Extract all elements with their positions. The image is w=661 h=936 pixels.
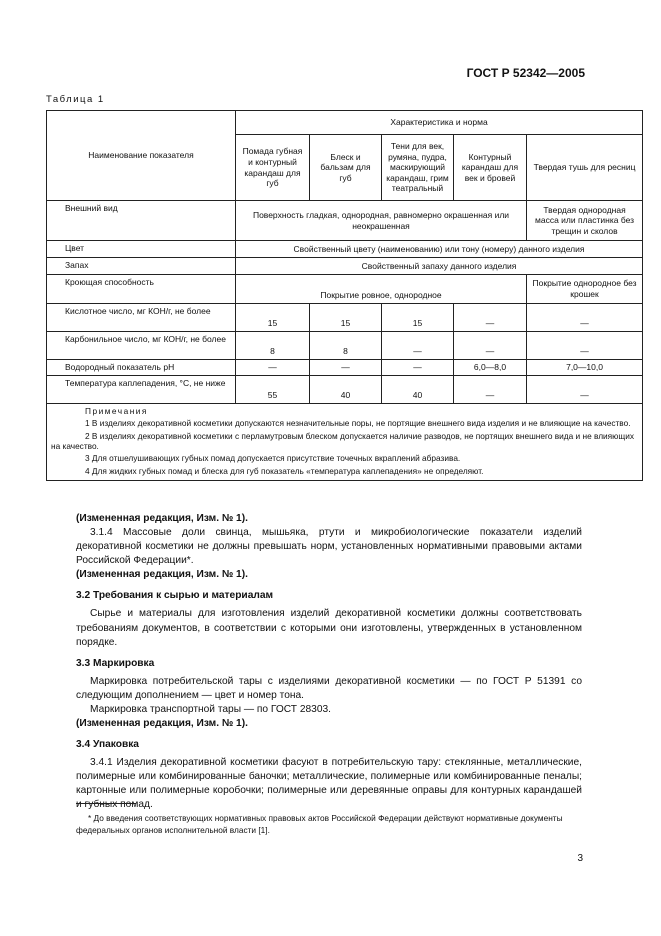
row-name-acid: Кислотное число, мг КОН/г, не более bbox=[47, 304, 236, 332]
cell-value: — bbox=[236, 360, 310, 376]
cell-value: — bbox=[454, 332, 527, 360]
section-title-3-3: 3.3 Маркировка bbox=[76, 657, 155, 669]
cell-hiding-mascara: Покрытие однородное без крошек bbox=[527, 275, 643, 304]
cell-value: — bbox=[382, 360, 454, 376]
footnote-divider bbox=[76, 803, 136, 804]
cell-value: — bbox=[527, 376, 643, 404]
notes-title: Примечания bbox=[85, 406, 148, 416]
cell-value: 15 bbox=[382, 304, 454, 332]
row-name-carbonyl: Карбонильное число, мг КОН/г, не более bbox=[47, 332, 236, 360]
row-name-color: Цвет bbox=[47, 241, 236, 258]
cell-value: 7,0—10,0 bbox=[527, 360, 643, 376]
header-group: Характеристика и норма bbox=[236, 111, 643, 135]
cell-value: — bbox=[454, 304, 527, 332]
paragraph-3-3-a: Маркировка потребительской тары с изделиями декоративной косметики — по ГОСТ Р 51391 со следующим дополнением — цвет и номер тона. bbox=[76, 675, 582, 701]
cell-value: — bbox=[527, 304, 643, 332]
amendment-note: (Измененная редакция, Изм. № 1). bbox=[76, 513, 248, 524]
document-code: ГОСТ Р 52342—2005 bbox=[466, 66, 585, 80]
cell-appearance: Поверхность гладкая, однородная, равномерно окрашенная или неокрашенная bbox=[236, 201, 527, 241]
cell-value: — bbox=[310, 360, 382, 376]
cell-color: Свойственный цвету (наименованию) или тону (номеру) данного изделия bbox=[236, 241, 643, 258]
table-caption: Таблица 1 bbox=[46, 94, 105, 105]
row-name-ph: Водородный показатель рН bbox=[47, 360, 236, 376]
cell-value: 40 bbox=[310, 376, 382, 404]
paragraph-3-4-1: 3.4.1 Изделия декоративной косметики фасуют в потребительскую тару: стеклянные, металлические, полимерные или комбинированные баночки; металлические, полимерные или комбинированные пеналы; картонные или полимерные коробочки; полимерные или деревянные оправы для контурных карандашей и губных помад. bbox=[76, 757, 582, 811]
header-col-shadows: Тени для век, румяна, пудра, маскирующий карандаш, грим театральный bbox=[382, 135, 454, 201]
cell-value: — bbox=[454, 376, 527, 404]
cell-value: 8 bbox=[236, 332, 310, 360]
cell-value: 15 bbox=[310, 304, 382, 332]
cell-hiding: Покрытие ровное, однородное bbox=[236, 275, 527, 304]
header-param-name: Наименование показателя bbox=[47, 111, 236, 201]
paragraph-3-1-4: 3.1.4 Массовые доли свинца, мышьяка, ртути и микробиологические показатели изделий декоративной косметики не должны превышать норм, установленных нормативными правовыми актами Российской Федерации*. bbox=[76, 527, 582, 567]
note-item: 1 В изделиях декоративной косметики допускаются незначительные поры, не портящие внешнего вида изделия и не влияющие на качество. bbox=[85, 418, 631, 429]
cell-value: 8 bbox=[310, 332, 382, 360]
cell-value: 40 bbox=[382, 376, 454, 404]
paragraph-3-2: Сырье и материалы для изготовления изделий декоративной косметики должны соответствовать требованиям документов, в соответствии с которыми они изготовлены, утвержденных в установленном порядке. bbox=[76, 608, 582, 648]
header-col-eye-pencil: Контурный карандаш для век и бровей bbox=[454, 135, 527, 201]
note-item: 4 Для жидких губных помад и блеска для губ показатель «температура каплепадения» не определяют. bbox=[85, 465, 484, 476]
body-text bbox=[76, 512, 582, 812]
cell-smell: Свойственный запаху данного изделия bbox=[236, 258, 643, 275]
row-name-appearance: Внешний вид bbox=[47, 201, 236, 241]
table-notes bbox=[47, 404, 643, 481]
amendment-note: (Измененная редакция, Изм. № 1). bbox=[76, 718, 248, 730]
cell-value: 55 bbox=[236, 376, 310, 404]
cell-value: — bbox=[527, 332, 643, 360]
row-name-drop-point: Температура каплепадения, °С, не ниже bbox=[47, 376, 236, 404]
note-item: 3 Для отшелушивающих губных помад допускается присутствие точечных вкраплений абразива. bbox=[85, 453, 461, 464]
cell-value: 6,0—8,0 bbox=[454, 360, 527, 376]
section-title-3-2: 3.2 Требования к сырью и материалам bbox=[76, 590, 274, 602]
row-name-smell: Запах bbox=[47, 258, 236, 275]
header-col-mascara: Твердая тушь для ресниц bbox=[527, 135, 643, 201]
footnote: * До введения соответствующих нормативных правовых актов Российской Федерации действуют нормативные документы федеральных органов исполнительной власти [1]. bbox=[76, 813, 563, 835]
cell-appearance-mascara: Твердая однородная масса или пластинка без трещин и сколов bbox=[527, 201, 643, 241]
note-item: 2 В изделиях декоративной косметики с перламутровым блеском допускается наличие разводов, не портящих внешнего вида и не влияющих на качество. bbox=[51, 430, 635, 452]
spec-table bbox=[46, 110, 643, 481]
row-name-hiding: Кроющая способность bbox=[47, 275, 236, 304]
amendment-note: (Измененная редакция, Изм. № 1). bbox=[76, 569, 248, 581]
section-title-3-4: 3.4 Упаковка bbox=[76, 739, 139, 751]
page-number: 3 bbox=[577, 853, 583, 864]
cell-value: 15 bbox=[236, 304, 310, 332]
paragraph-3-3-b: Маркировка транспортной тары — по ГОСТ 28303. bbox=[90, 703, 331, 715]
header-col-lipstick: Помада губная и контурный карандаш для губ bbox=[236, 135, 310, 201]
cell-value: — bbox=[382, 332, 454, 360]
header-col-gloss: Блеск и бальзам для губ bbox=[310, 135, 382, 201]
